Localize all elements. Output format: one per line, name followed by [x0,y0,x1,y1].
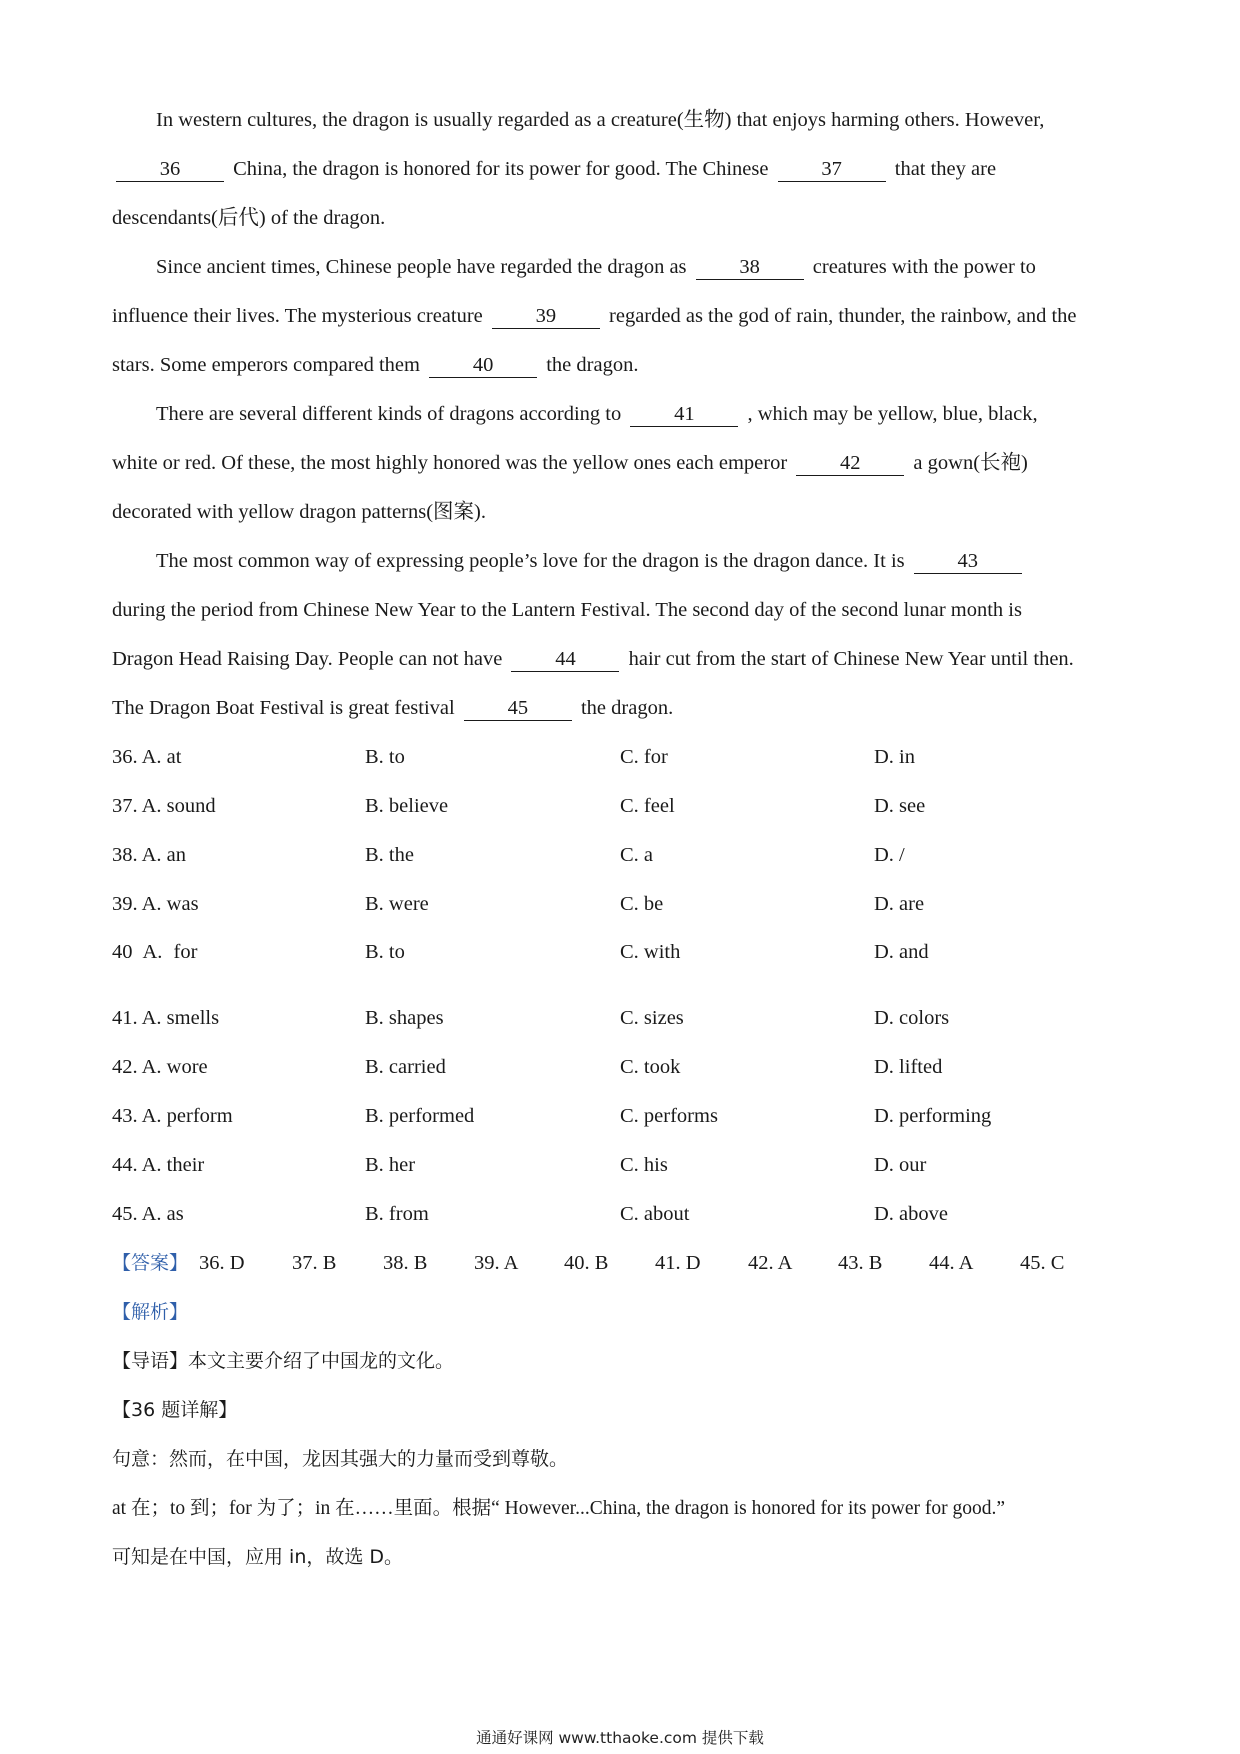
text: the dragon. [546,354,639,376]
option-row-43 [112,1092,1142,1141]
text: the dragon. [580,697,674,719]
blank-43[interactable]: 43 [914,549,1022,574]
blank-42[interactable]: 42 [796,451,904,476]
p4-line2 [112,586,1142,635]
option-d[interactable]: D. see [874,795,926,817]
blank-38[interactable]: 38 [696,255,804,280]
p1-line3 [112,194,1142,243]
q36-explanation: at 在；to 到；for 为了；in 在……里面。根据“ However...China, the dragon is honored for its power for good.” [112,1498,1006,1519]
option-a[interactable]: 38. A. an [112,844,187,866]
option-a[interactable]: 39. A. was [112,893,199,915]
p3-line3 [112,488,1142,537]
q36-conclusion: 可知是在中国，应用 in，故选 D。 [112,1546,404,1568]
answer-item: 40. B [564,1252,609,1274]
option-d[interactable]: D. in [874,746,915,768]
option-b[interactable]: B. to [365,746,405,768]
blank-45[interactable]: 45 [464,696,572,721]
p4-line3 [112,635,1142,684]
option-a[interactable]: 43. A. perform [112,1105,233,1127]
option-c[interactable]: C. sizes [620,1007,684,1029]
option-d[interactable]: D. / [874,844,905,866]
option-d[interactable]: D. and [874,941,929,963]
option-d[interactable]: D. our [874,1154,927,1176]
answer-item: 44. A [929,1252,974,1274]
option-c[interactable]: C. a [620,844,654,866]
option-b[interactable]: B. from [365,1203,429,1225]
text: a gown(长袍) [913,452,1028,474]
option-a[interactable]: 40 A. for [112,941,198,963]
option-row-36 [112,733,1142,782]
option-row-39 [112,880,1142,929]
text: decorated with yellow dragon patterns(图案). [112,501,487,523]
text: during the period from Chinese New Year to the Lantern Festival. The second day of the second lunar month is [112,599,1022,621]
option-row-38 [112,831,1142,880]
text: The most common way of expressing people’s love for the dragon is the dragon dance. It is [156,550,905,572]
option-d[interactable]: D. lifted [874,1056,943,1078]
text: Since ancient times, Chinese people have regarded the dragon as [156,256,687,278]
answer-item: 45. C [1020,1252,1065,1274]
analysis-tag-line [112,1288,1142,1337]
text: regarded as the god of rain, thunder, the rainbow, and the [609,305,1077,327]
option-a[interactable]: 42. A. wore [112,1056,208,1078]
option-a[interactable]: 44. A. their [112,1154,205,1176]
page-footer: 通通好课网 www.tthaoke.com 提供下载 [476,1729,764,1747]
option-b[interactable]: B. believe [365,795,449,817]
q36-meaning: 句意：然而，在中国，龙因其强大的力量而受到尊敬。 [112,1448,569,1470]
option-a[interactable]: 41. A. smells [112,1007,220,1029]
text: stars. Some emperors compared them [112,354,420,376]
answer-item: 39. A [474,1252,519,1274]
option-b[interactable]: B. were [365,893,429,915]
option-b[interactable]: B. carried [365,1056,446,1078]
analysis-intro: 【导语】本文主要介绍了中国龙的文化。 [112,1350,455,1372]
answer-item: 43. B [838,1252,883,1274]
option-row-45 [112,1190,1142,1239]
answer-item: 38. B [383,1252,428,1274]
blank-41[interactable]: 41 [630,402,738,427]
p3-line2 [112,439,1142,488]
option-d[interactable]: D. colors [874,1007,950,1029]
blank-36[interactable]: 36 [116,157,224,182]
option-a[interactable]: 36. A. at [112,746,182,768]
analysis-tag: 【解析】 [112,1301,189,1323]
option-row-37 [112,782,1142,831]
blank-40[interactable]: 40 [429,353,537,378]
option-c[interactable]: C. about [620,1203,690,1225]
p1-line1 [156,96,1146,145]
text: white or red. Of these, the most highly honored was the yellow ones each emperor [112,452,788,474]
option-row-40 [112,928,1142,977]
p2-line2 [112,292,1142,341]
text: that they are [894,158,997,180]
answer-item: 36. D [199,1252,245,1274]
option-c[interactable]: C. with [620,941,681,963]
p4-line1 [156,537,1146,586]
text: influence their lives. The mysterious creature [112,305,483,327]
blank-44[interactable]: 44 [511,647,619,672]
text: China, the dragon is honored for its power for good. The Chinese [233,158,769,180]
answer-item: 41. D [655,1252,701,1274]
text: In western cultures, the dragon is usually regarded as a creature(生物) that enjoys harming others. However, [156,109,1045,131]
option-b[interactable]: B. the [365,844,414,866]
answer-item: 37. B [292,1252,337,1274]
blank-37[interactable]: 37 [778,157,886,182]
text: , which may be yellow, blue, black, [747,403,1038,425]
p4-line4 [112,684,1142,733]
option-d[interactable]: D. performing [874,1105,992,1127]
text: The Dragon Boat Festival is great festival [112,697,455,719]
text: Dragon Head Raising Day. People can not have [112,648,503,670]
answer-item: 42. A [748,1252,793,1274]
p3-line1 [156,390,1146,439]
option-b[interactable]: B. shapes [365,1007,444,1029]
option-d[interactable]: D. are [874,893,925,915]
answer-row [112,1239,1142,1288]
p2-line3 [112,341,1142,390]
option-b[interactable]: B. her [365,1154,416,1176]
option-b[interactable]: B. to [365,941,405,963]
answer-tag: 【答案】 [112,1252,189,1274]
option-c[interactable]: C. performs [620,1105,718,1127]
option-b[interactable]: B. performed [365,1105,475,1127]
option-d[interactable]: D. above [874,1203,949,1225]
option-c[interactable]: C. took [620,1056,681,1078]
option-row-42 [112,1043,1142,1092]
text: creatures with the power to [812,256,1036,278]
option-row-44 [112,1141,1142,1190]
option-a[interactable]: 37. A. sound [112,795,216,817]
text: descendants(后代) of the dragon. [112,207,386,229]
p1-line2 [112,145,1142,194]
option-c[interactable]: C. for [620,746,668,768]
text: hair cut from the start of Chinese New Year until then. [628,648,1074,670]
blank-39[interactable]: 39 [492,304,600,329]
option-c[interactable]: C. be [620,893,664,915]
option-a[interactable]: 45. A. as [112,1203,184,1225]
option-c[interactable]: C. his [620,1154,668,1176]
option-c[interactable]: C. feel [620,795,675,817]
text: There are several different kinds of dragons according to [156,403,622,425]
q36-heading: 【36 题详解】 [112,1399,238,1421]
option-row-41 [112,994,1142,1043]
p2-line1 [156,243,1146,292]
